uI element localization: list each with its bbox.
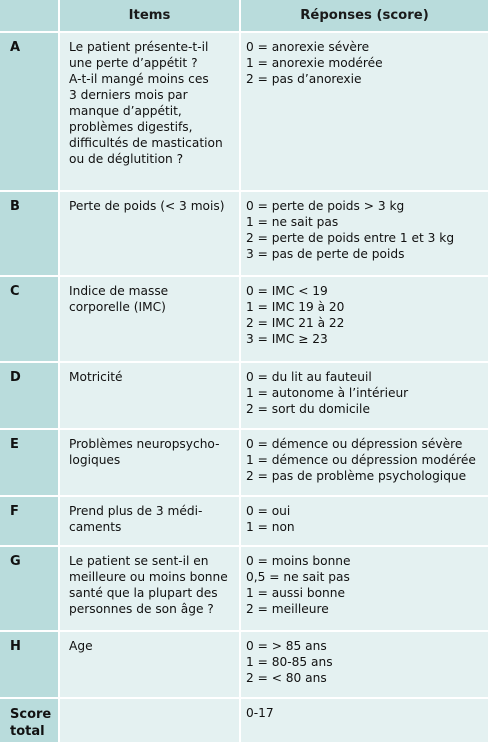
item-line: A-t-il mangé moins ces xyxy=(69,72,209,86)
table-row xyxy=(0,631,488,698)
row-letter: H xyxy=(0,631,59,698)
header-items: Items xyxy=(59,0,240,32)
item-line: Age xyxy=(69,639,93,653)
response-line: 2 = pas de problème psychologique xyxy=(246,469,467,483)
response-line: 0 = démence ou dépression sévère xyxy=(246,437,463,451)
item-line: Prend plus de 3 médi- xyxy=(69,504,203,518)
item-line: Le patient se sent-il en xyxy=(69,554,209,568)
row-letter: B xyxy=(0,191,59,276)
item-line: manque d’appétit, xyxy=(69,104,182,118)
item-line: logiques xyxy=(69,453,121,467)
response-line: 0 = perte de poids > 3 kg xyxy=(246,199,405,213)
score-total-label xyxy=(0,698,59,742)
row-letter: C xyxy=(0,276,59,362)
response-line: 2 = < 80 ans xyxy=(246,671,327,685)
response-line: 2 = perte de poids entre 1 et 3 kg xyxy=(246,231,455,245)
row-letter: E xyxy=(0,429,59,496)
score-label-line: total xyxy=(10,724,45,739)
row-letter: A xyxy=(0,32,59,191)
item-text xyxy=(59,429,240,496)
response-options xyxy=(240,429,488,496)
item-line: Le patient présente-t-il xyxy=(69,40,209,54)
response-line: 1 = ne sait pas xyxy=(246,215,339,229)
score-label-line: Score xyxy=(10,707,52,722)
item-line: Indice de masse xyxy=(69,284,169,298)
header-responses: Réponses (score) xyxy=(240,0,488,32)
table-row xyxy=(0,362,488,429)
response-line: 1 = non xyxy=(246,520,295,534)
item-text xyxy=(59,362,240,429)
response-line: 1 = IMC 19 à 20 xyxy=(246,300,345,314)
response-options xyxy=(240,362,488,429)
response-line: 2 = IMC 21 à 22 xyxy=(246,316,345,330)
table-row xyxy=(0,429,488,496)
table-row xyxy=(0,496,488,546)
table-row xyxy=(0,32,488,191)
item-line: corporelle (IMC) xyxy=(69,300,166,314)
response-line: 0 = moins bonne xyxy=(246,554,351,568)
item-line: 3 derniers mois par xyxy=(69,88,188,102)
item-line: une perte d’appétit ? xyxy=(69,56,198,70)
table-row xyxy=(0,191,488,276)
item-text xyxy=(59,32,240,191)
row-letter: G xyxy=(0,546,59,631)
response-line: 1 = autonome à l’intérieur xyxy=(246,386,409,400)
item-text xyxy=(59,276,240,362)
response-line: 0 = anorexie sévère xyxy=(246,40,370,54)
row-letter: D xyxy=(0,362,59,429)
response-line: 3 = IMC ≥ 23 xyxy=(246,332,328,346)
item-line: Problèmes neuropsycho- xyxy=(69,437,220,451)
table-row xyxy=(0,546,488,631)
item-line: Motricité xyxy=(69,370,123,384)
response-line: 0 = du lit au fauteuil xyxy=(246,370,372,384)
score-range: 0-17 xyxy=(240,698,488,742)
table-row xyxy=(0,276,488,362)
response-line: 1 = 80-85 ans xyxy=(246,655,333,669)
response-options xyxy=(240,32,488,191)
item-text xyxy=(59,631,240,698)
item-line: Perte de poids (< 3 mois) xyxy=(69,199,225,213)
table-header-row xyxy=(0,0,488,32)
response-line: 0 = oui xyxy=(246,504,291,518)
response-line: 2 = sort du domicile xyxy=(246,402,370,416)
item-line: difficultés de mastication xyxy=(69,136,223,150)
response-options xyxy=(240,191,488,276)
item-line: problèmes digestifs, xyxy=(69,120,193,134)
response-options xyxy=(240,546,488,631)
response-line: 0 = > 85 ans xyxy=(246,639,327,653)
response-options xyxy=(240,276,488,362)
item-line: ou de déglutition ? xyxy=(69,152,184,166)
item-text xyxy=(59,496,240,546)
response-line: 2 = meilleure xyxy=(246,602,329,616)
response-options xyxy=(240,631,488,698)
item-text xyxy=(59,191,240,276)
item-line: caments xyxy=(69,520,122,534)
item-line: meilleure ou moins bonne xyxy=(69,570,228,584)
response-line: 1 = démence ou dépression modérée xyxy=(246,453,476,467)
response-line: 0,5 = ne sait pas xyxy=(246,570,350,584)
response-options xyxy=(240,496,488,546)
response-line: 1 = aussi bonne xyxy=(246,586,346,600)
response-line: 3 = pas de perte de poids xyxy=(246,247,405,261)
response-line: 0 = IMC < 19 xyxy=(246,284,328,298)
response-line: 2 = pas d’anorexie xyxy=(246,72,362,86)
row-letter: F xyxy=(0,496,59,546)
item-line: santé que la plupart des xyxy=(69,586,218,600)
total-row xyxy=(0,698,488,742)
response-line: 1 = anorexie modérée xyxy=(246,56,383,70)
item-text xyxy=(59,546,240,631)
header-letter-cell xyxy=(0,0,59,32)
total-item-empty xyxy=(59,698,240,742)
item-line: personnes de son âge ? xyxy=(69,602,214,616)
